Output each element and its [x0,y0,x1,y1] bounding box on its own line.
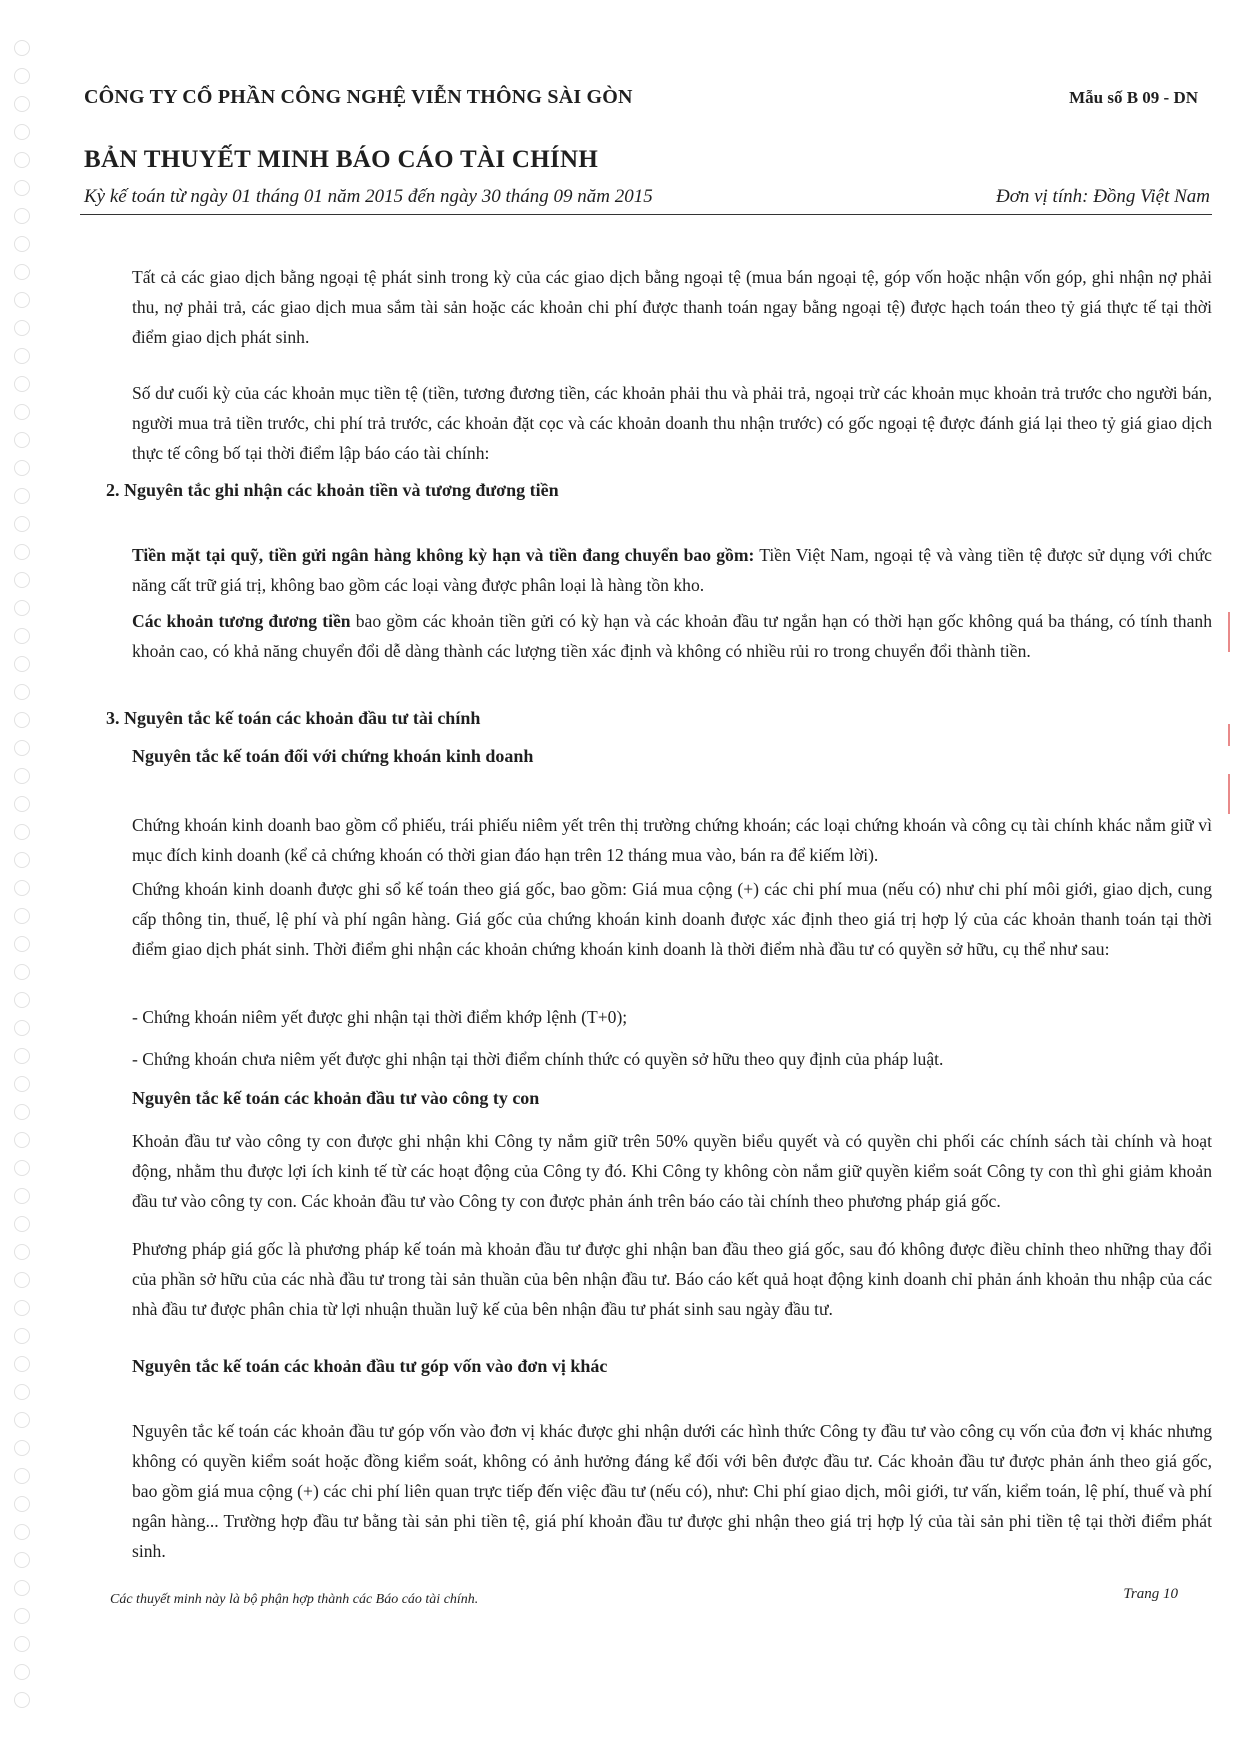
header-divider [80,214,1212,215]
paragraph-cash [132,540,1212,600]
margin-mark [1228,724,1230,746]
paragraph-trading-securities: Chứng khoán kinh doanh bao gồm cổ phiếu, trái phiếu niêm yết trên thị trường chứng khoán; các loại chứng khoán và công cụ tài chính khác nắm giữ vì mục đích kinh doanh (kể cả chứng khoán có thời gian đáo hạn trên 12 tháng mua vào, bán ra để kiếm lời). [132,815,1212,865]
paragraph-foreign-currency-transactions: Tất cả các giao dịch bằng ngoại tệ phát sinh trong kỳ của các giao dịch bằng ngoại tệ (mua bán ngoại tệ, góp vốn hoặc nhận vốn góp, ghi nhận nợ phải thu, nợ phải trả, các giao dịch mua sắm tài sản hoặc các khoản chi phí được thanh toán ngay bằng ngoại tệ) được hạch toán theo tỷ giá thực tế tại thời điểm giao dịch phát sinh. [132,267,1212,347]
paragraph-period-end-balances: Số dư cuối kỳ của các khoản mục tiền tệ (tiền, tương đương tiền, các khoản phải thu và phải trả, ngoại trừ các khoản mục khoản trả trước cho người bán, người mua trả tiền trước, chi phí trả trước, các khoản đặt cọc và các khoản doanh thu nhận trước) có gốc ngoại tệ được đánh giá lại theo tỷ giá giao dịch thực tế công bố tại thời điểm lập báo cáo tài chính: [132,383,1212,463]
form-number: Mẫu số B 09 - DN [1069,88,1198,107]
list-item-listed-securities: - Chứng khoán niêm yết được ghi nhận tại thời điểm khớp lệnh (T+0); [132,1007,628,1027]
cash-equivalents-definition: bao gồm các khoản tiền gửi có kỳ hạn và các khoản đầu tư ngắn hạn có thời hạn gốc không quá ba tháng, có tính thanh khoản cao, có khả năng chuyển đổi dễ dàng thành các lượng tiền xác định và không có nhiều rủi ro trong chuyển đổi thành tiền. [132,611,1212,661]
paragraph-subsidiary-investments: Khoản đầu tư vào công ty con được ghi nhận khi Công ty nắm giữ trên 50% quyền biểu quyết và có quyền chi phối các chính sách tài chính và hoạt động, nhằm thu được lợi ích kinh tế từ các hoạt động của Công ty đó. Khi Công ty không còn nắm giữ quyền kiểm soát Công ty con thì ghi giảm khoản đầu tư vào công ty con. Các khoản đầu tư vào Công ty con được phản ánh trên báo cáo tài chính theo phương pháp giá gốc. [132,1131,1212,1211]
subheading-trading-securities: Nguyên tắc kế toán đối với chứng khoán kinh doanh [132,746,534,766]
page-number: Trang 10 [1123,1586,1178,1602]
cash-definition: Tiền Việt Nam, ngoại tệ và vàng tiền tệ được sử dụng với chức năng cất trữ giá trị, không bao gồm các loại vàng được phân loại là hàng tồn kho. [132,545,1212,595]
company-name: CÔNG TY CỔ PHẦN CÔNG NGHỆ VIỄN THÔNG SÀI GÒN [84,86,633,108]
section-heading-3: 3. Nguyên tắc kế toán các khoản đầu tư tài chính [106,708,481,728]
document-title: BẢN THUYẾT MINH BÁO CÁO TÀI CHÍNH [84,146,599,173]
footer-note: Các thuyết minh này là bộ phận hợp thành các Báo cáo tài chính. [110,1592,479,1607]
cash-term: Tiền mặt tại quỹ, tiền gửi ngân hàng không kỳ hạn và tiền đang chuyển bao gồm: [132,545,755,565]
list-item-unlisted-securities: - Chứng khoán chưa niêm yết được ghi nhận tại thời điểm chính thức có quyền sở hữu theo quy định của pháp luật. [132,1049,944,1069]
margin-mark [1228,612,1230,652]
paragraph-trading-securities-cost: Chứng khoán kinh doanh được ghi sổ kế toán theo giá gốc, bao gồm: Giá mua cộng (+) các chi phí mua (nếu có) như chi phí môi giới, giao dịch, cung cấp thông tin, thuế, lệ phí và phí ngân hàng. Giá gốc của chứng khoán kinh doanh được xác định theo giá trị hợp lý của các khoản thanh toán tại thời điểm giao dịch phát sinh. Thời điểm ghi nhận các khoản chứng khoán kinh doanh là thời điểm nhà đầu tư có quyền sở hữu, cụ thể như sau: [132,879,1212,959]
subheading-other-entities: Nguyên tắc kế toán các khoản đầu tư góp vốn vào đơn vị khác [132,1356,608,1376]
paragraph-cost-method: Phương pháp giá gốc là phương pháp kế toán mà khoản đầu tư được ghi nhận ban đầu theo giá gốc, sau đó không được điều chỉnh theo những thay đổi của phần sở hữu của các nhà đầu tư trong tài sản thuần của bên nhận đầu tư. Báo cáo kết quả hoạt động kinh doanh chỉ phản ánh khoản thu nhập của các nhà đầu tư được phân chia từ lợi nhuận thuần luỹ kế của bên nhận đầu tư phát sinh sau ngày đầu tư. [132,1239,1212,1319]
accounting-period: Kỳ kế toán từ ngày 01 tháng 01 năm 2015 đến ngày 30 tháng 09 năm 2015 [84,186,653,207]
paragraph-other-investments: Nguyên tắc kế toán các khoản đầu tư góp vốn vào đơn vị khác được ghi nhận dưới các hình thức Công ty đầu tư vào công cụ vốn của đơn vị khác nhưng không có quyền kiểm soát hoặc đồng kiểm soát, không có ảnh hưởng đáng kể đối với bên được đầu tư. Các khoản đầu tư được phản ánh theo giá gốc, bao gồm giá mua cộng (+) các chi phí liên quan trực tiếp đến việc đầu tư (nếu có), như: Chi phí giao dịch, môi giới, tư vấn, kiểm toán, lệ phí, thuế và phí ngân hàng... Trường hợp đầu tư bằng tài sản phi tiền tệ, giá phí khoản đầu tư được ghi nhận theo giá trị hợp lý của tài sản phi tiền tệ tại thời điểm phát sinh. [132,1421,1212,1561]
paragraph-cash-equivalents [132,606,1212,666]
section-heading-2: 2. Nguyên tắc ghi nhận các khoản tiền và tương đương tiền [106,480,559,500]
margin-mark [1228,774,1230,814]
currency-unit: Đơn vị tính: Đồng Việt Nam [995,186,1210,207]
subheading-subsidiaries: Nguyên tắc kế toán các khoản đầu tư vào công ty con [132,1088,540,1108]
cash-equivalents-term: Các khoản tương đương tiền [132,611,351,631]
